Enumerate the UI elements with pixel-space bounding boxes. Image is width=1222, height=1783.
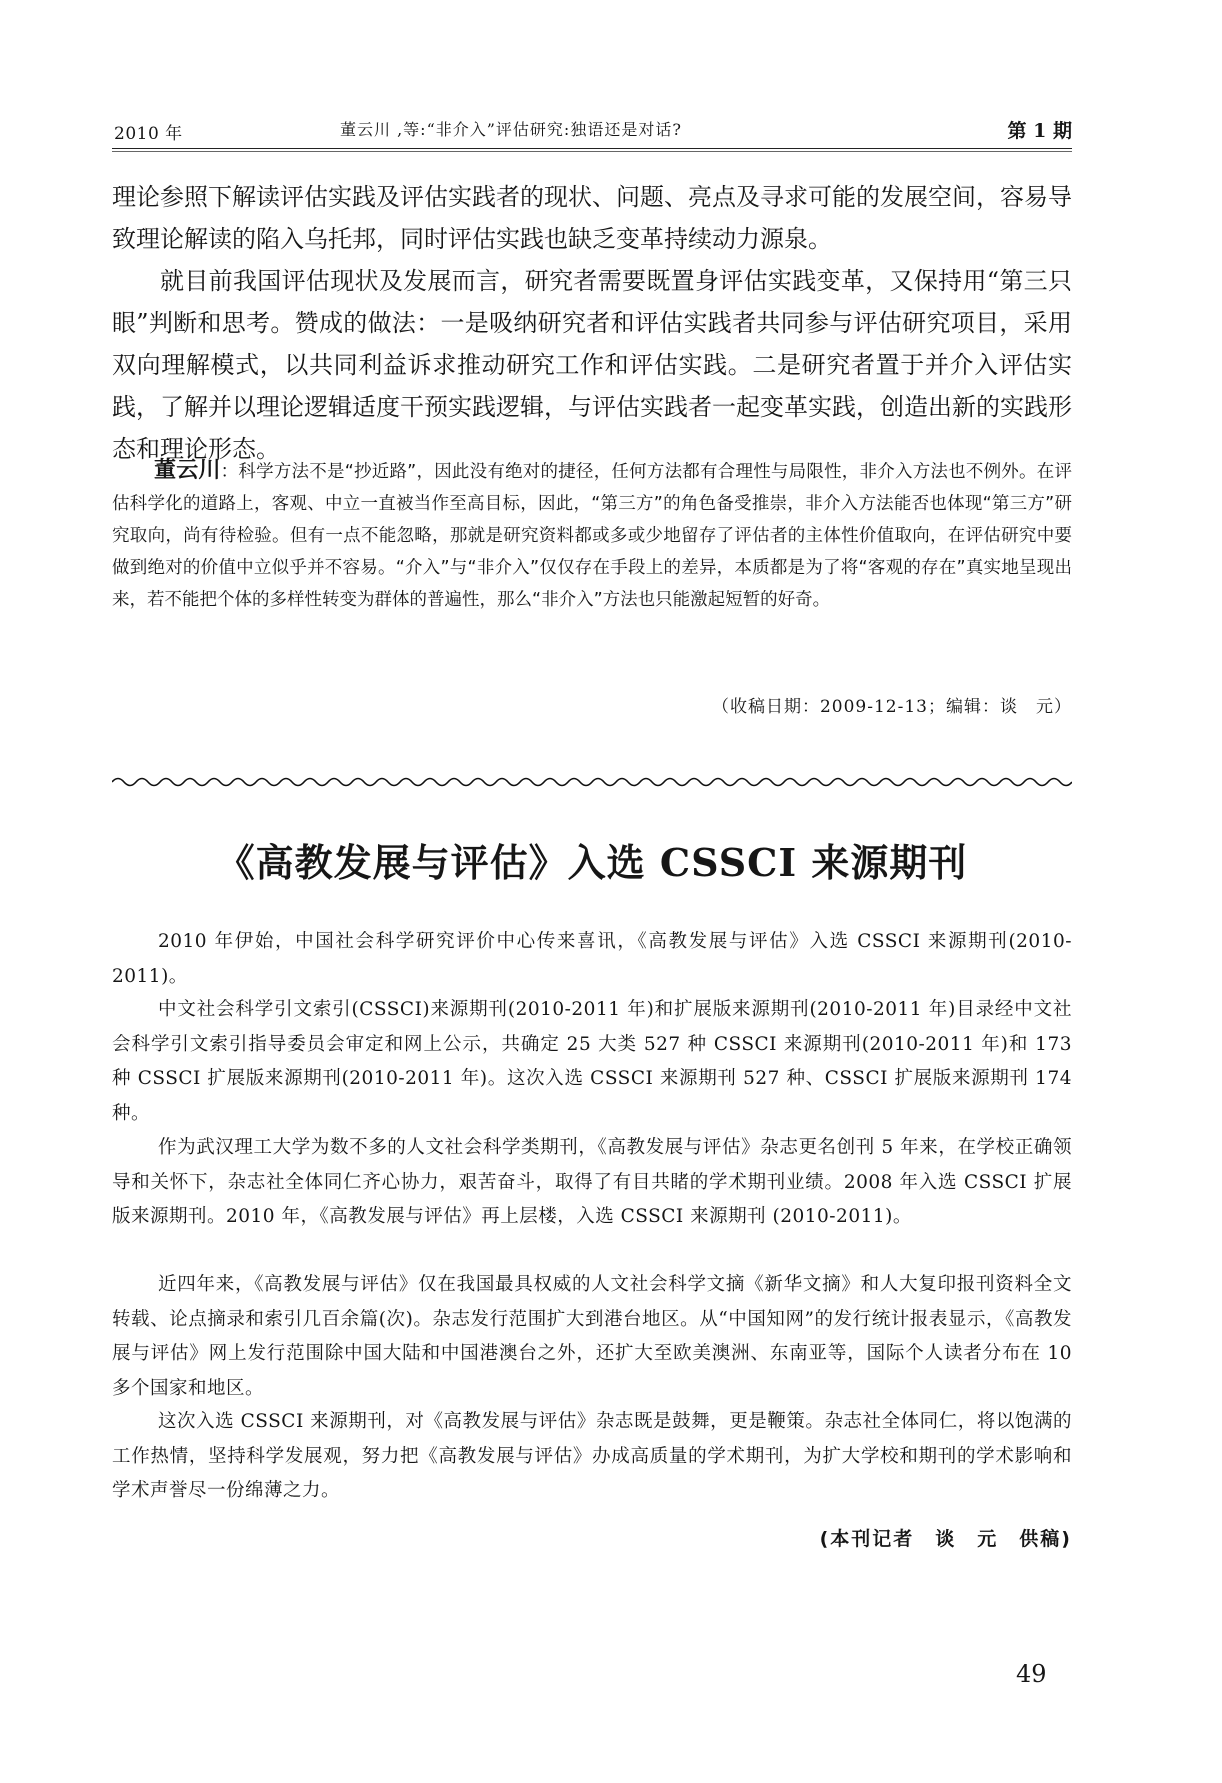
page-number: 49 (1016, 1660, 1047, 1688)
commentator-name: 董云川 (154, 458, 221, 483)
header-running-title: 董云川 ,等:“非介入”评估研究:独语还是对话? (340, 120, 682, 139)
commentary-text: ：科学方法不是“抄近路”，因此没有绝对的捷径，任何方法都有合理性与局限性，非介入方法也不例外。在评估科学化的道路上，客观、中立一直被当作至高目标，因此，“第三方”的角色备受推崇，非介入方法能否也体现“第三方”研究取向，尚有待检验。但有一点不能忽略，那就是研究资料都或多或少地留存了评估者的主体性价值取向，在评估研究中要做到绝对的价值中立似乎并不容易。“介入”与“非介入”仅仅存在手段上的差异，本质都是为了将“客观的存在”真实地呈现出来，若不能把个体的多样性转变为群体的普遍性，那么“非介入”方法也只能激起短暂的好奇。 (112, 462, 1072, 610)
header-issue: 第 1 期 (1007, 120, 1072, 142)
received-date-note: （收稿日期：2009-12-13；编辑：谈 元） (711, 697, 1072, 717)
ornamental-divider (112, 774, 1072, 788)
news-paragraph-2: 中文社会科学引文索引(CSSCI)来源期刊(2010-2011 年)和扩展版来源期刊(2010-2011 年)目录经中文社会科学引文索引指导委员会审定和网上公示，共确定 25 大类 527 种 CSSCI 来源期刊(2010-2011 年)和 173 种 CSSCI 扩展版来源期刊(2010-2011 年)。这次入选 CSSCI 来源期刊 527 种、CSSCI 扩展版来源期刊 174 种。 (112, 999, 1072, 1124)
commentary-paragraph (112, 455, 1072, 616)
news-paragraph-5: 这次入选 CSSCI 来源期刊，对《高教发展与评估》杂志既是鼓舞，更是鞭策。杂志社全体同仁，将以饱满的工作热情，坚持科学发展观，努力把《高教发展与评估》办成高质量的学术期刊，为扩大学校和期刊的学术影响和学术声誉尽一份绵薄之力。 (112, 1411, 1072, 1501)
news-paragraph-1: 2010 年伊始，中国社会科学研究评价中心传来喜讯，《高教发展与评估》入选 CSSCI 来源期刊(2010-2011)。 (112, 931, 1072, 987)
news-paragraph-3: 作为武汉理工大学为数不多的人文社会科学类期刊，《高教发展与评估》杂志更名创刊 5 年来，在学校正确领导和关怀下，杂志社全体同仁齐心协力，艰苦奋斗，取得了有目共睹的学术期刊业绩。2008 年入选 CSSCI 扩展版来源期刊。2010 年，《高教发展与评估》再上层楼，入选 CSSCI 来源期刊 (2010-2011)。 (112, 1137, 1072, 1227)
header-rule (112, 148, 1072, 149)
news-paragraph-4: 近四年来，《高教发展与评估》仅在我国最具权威的人文社会科学文摘《新华文摘》和人大复印报刊资料全文转载、论点摘录和索引几百余篇(次)。杂志发行范围扩大到港台地区。从“中国知网”的发行统计报表显示，《高教发展与评估》网上发行范围除中国大陆和中国港澳台之外，还扩大至欧美澳洲、东南亚等，国际个人读者分布在 10 多个国家和地区。 (112, 1274, 1072, 1399)
header-year: 2010 年 (114, 124, 183, 144)
news-title: 《高教发展与评估》入选 CSSCI 来源期刊 (216, 840, 968, 885)
article-paragraph-2: 就目前我国评估现状及发展而言，研究者需要既置身评估实践变革，又保持用“第三只眼”判断和思考。赞成的做法：一是吸纳研究者和评估实践者共同参与评估研究项目，采用双向理解模式，以共同利益诉求推动研究工作和评估实践。二是研究者置于并介入评估实践，了解并以理论逻辑适度干预实践逻辑，与评估实践者一起变革实践，创造出新的实践形态和理论形态。 (112, 267, 1072, 463)
news-credit: (本刊记者 谈 元 供稿) (819, 1528, 1072, 1550)
article-paragraph-1: 理论参照下解读评估实践及评估实践者的现状、问题、亮点及寻求可能的发展空间，容易导致理论解读的陷入乌托邦，同时评估实践也缺乏变革持续动力源泉。 (112, 183, 1072, 253)
header-rule-secondary (112, 151, 1072, 152)
